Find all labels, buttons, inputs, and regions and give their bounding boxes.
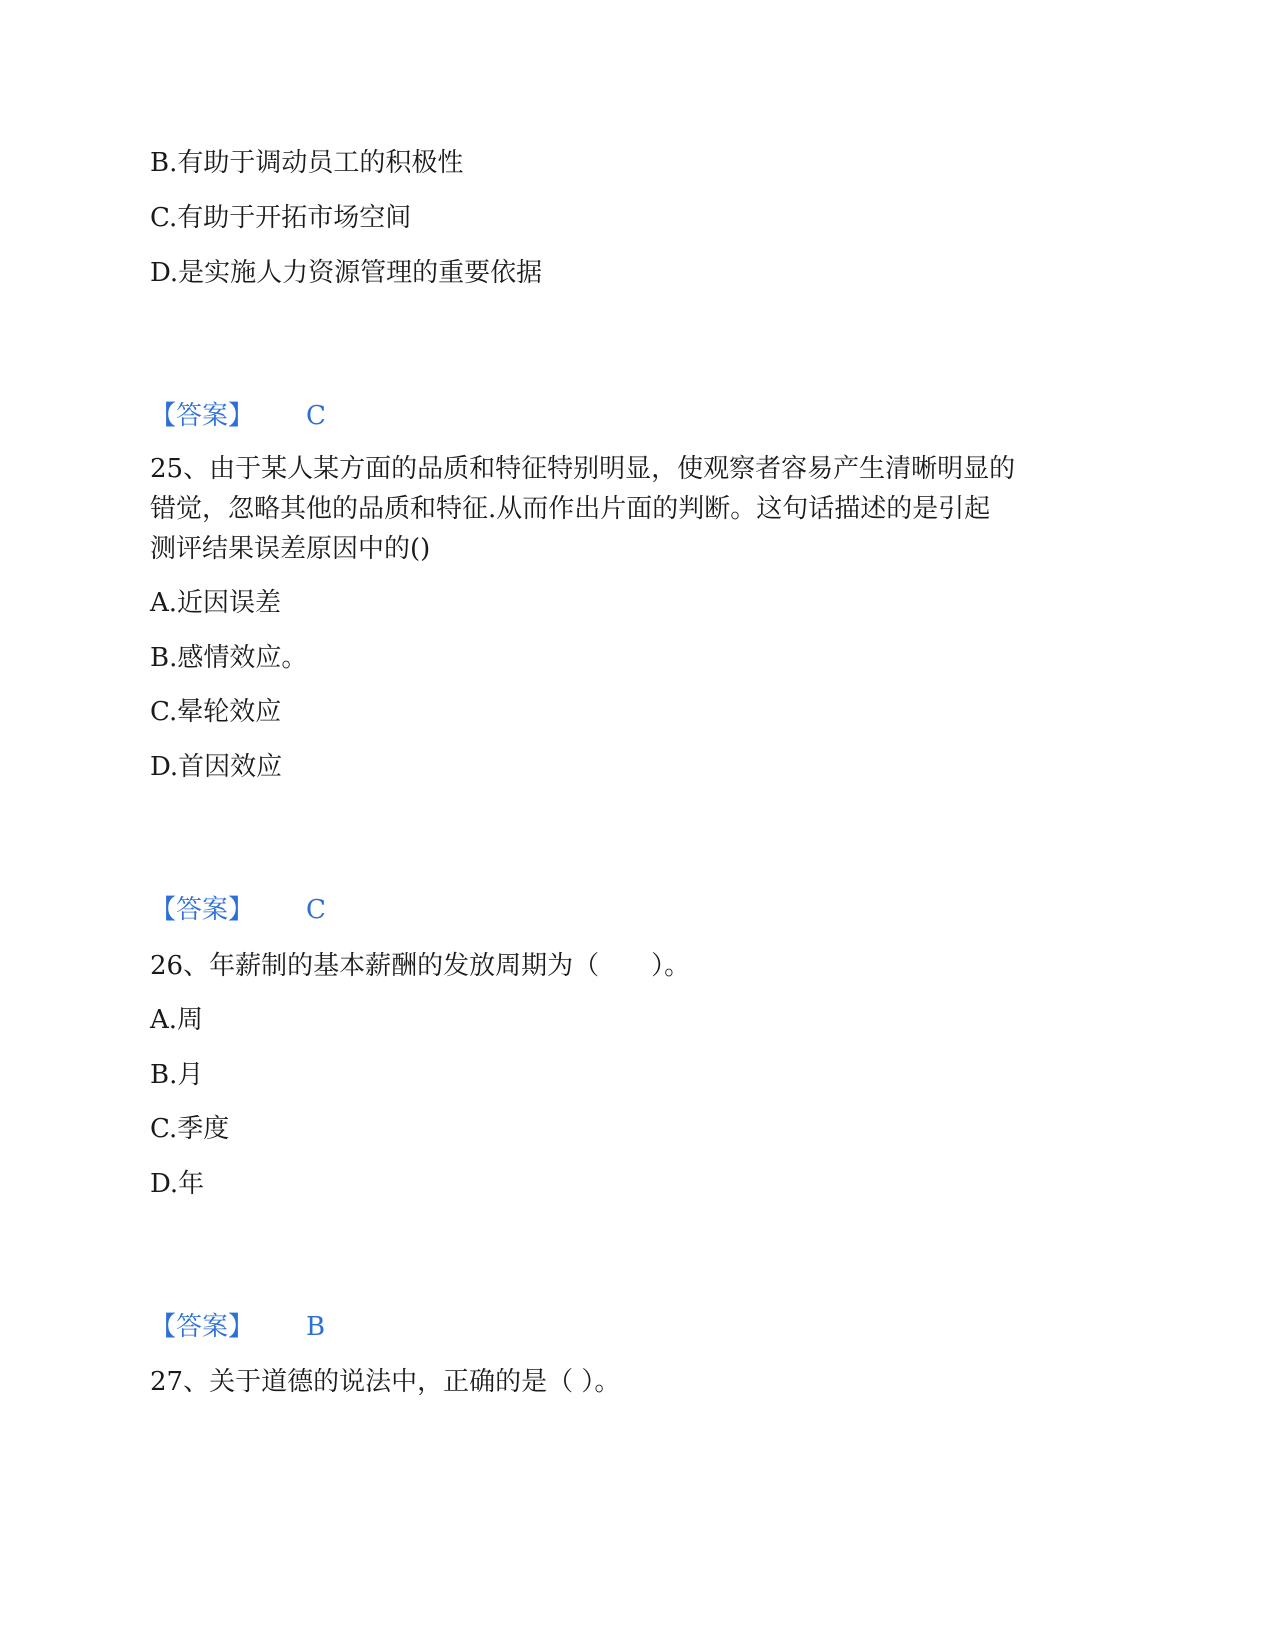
option-b: B.有助于调动员工的积极性 [150,148,464,178]
answer-row [150,396,326,436]
q25-option-b: B.感情效应。 [150,643,308,673]
q26-option-c: C.季度 [150,1114,230,1144]
option-d: D.是实施人力资源管理的重要依据 [150,258,543,288]
question-27: 27、关于道德的说法中，正确的是（ ）。 [150,1367,621,1397]
question-25-line-1: 25、由于某人某方面的品质和特征特别明显，使观察者容易产生清晰明显的 [150,454,1016,484]
question-25-line-3: 测评结果误差原因中的() [150,534,431,564]
question-25-line-2: 错觉，忽略其他的品质和特征.从而作出片面的判断。这句话描述的是引起 [150,494,991,524]
option-c: C.有助于开拓市场空间 [150,203,412,233]
answer-label: 【答案】 [150,1312,255,1342]
answer-label: 【答案】 [150,401,255,431]
q26-answer-row [150,1307,325,1347]
q25-option-d: D.首因效应 [150,752,283,782]
q25-option-a: A.近因误差 [150,588,282,618]
q26-option-b: B.月 [150,1060,204,1090]
answer-label: 【答案】 [150,895,255,925]
answer-value: C [306,895,326,925]
q26-option-a: A.周 [150,1005,204,1035]
q26-option-d: D.年 [150,1169,205,1199]
question-26: 26、年薪制的基本薪酬的发放周期为（ ）。 [150,951,691,981]
q25-option-c: C.晕轮效应 [150,697,282,727]
answer-value: B [306,1312,326,1342]
q25-answer-row [150,890,326,930]
answer-value: C [306,401,326,431]
